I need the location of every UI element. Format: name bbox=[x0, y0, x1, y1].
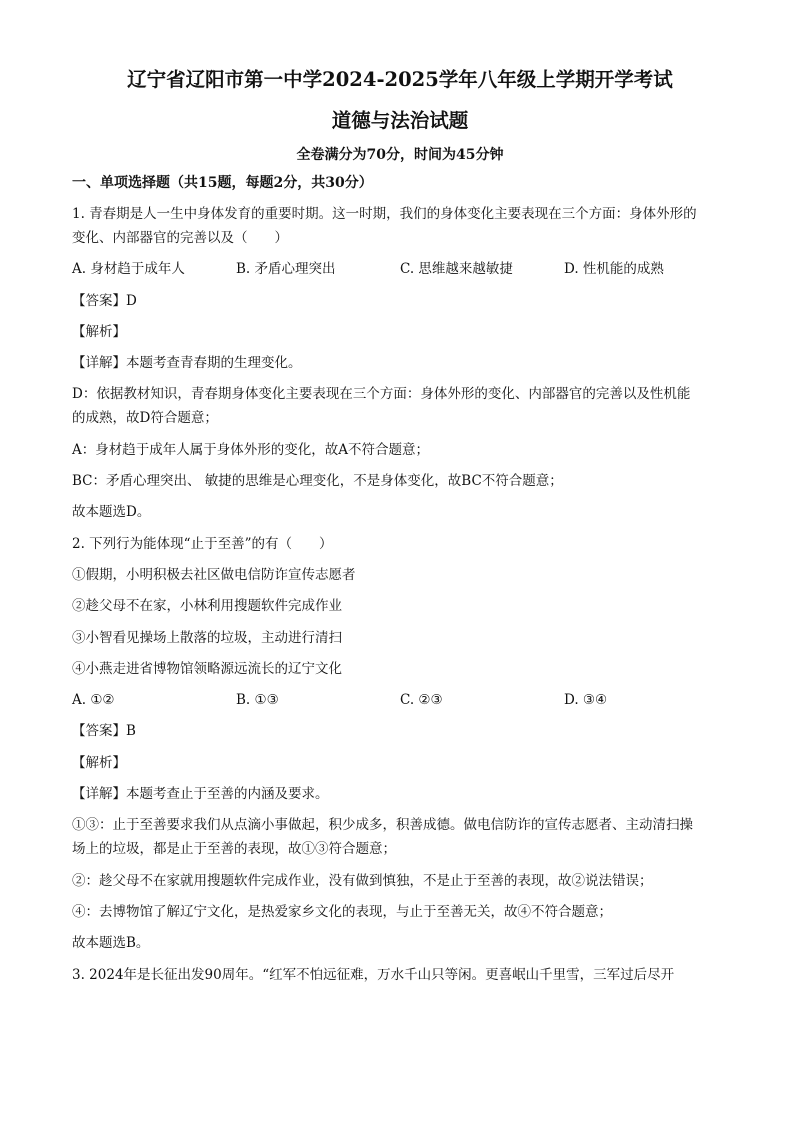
q3-stem-line1: 3. 2024年是长征出发90周年。“红军不怕远征难，万水千山只等闲。更喜岷山千里雪，三军过后尽开 bbox=[72, 966, 675, 983]
q2-stem: 2. 下列行为能体现“止于至善”的有（ ） bbox=[72, 535, 333, 552]
q1-option-c: C. 思维越来越敏捷 bbox=[400, 261, 513, 278]
q2-option-b: B. ①③ bbox=[236, 692, 279, 709]
q1-explanation-bc: BC：矛盾心理突出、 敏捷的思维是心理变化，不是身体变化，故BC不符合题意； bbox=[72, 473, 563, 490]
q2-item-3: ③小智看见操场上散落的垃圾，主动进行清扫 bbox=[72, 629, 342, 646]
q1-stem-line2: 变化、内部器官的完善以及（ ） bbox=[72, 230, 288, 246]
q1-explanation-d-line2: 的成熟，故D符合题意； bbox=[72, 410, 218, 427]
q2-answer: 【答案】B bbox=[72, 723, 136, 740]
q1-analysis-label: 【解析】 bbox=[72, 323, 126, 340]
q1-option-b: B. 矛盾心理突出 bbox=[236, 261, 336, 278]
exam-title: 辽宁省辽阳市第一中学2024-2025学年八年级上学期开学考试 bbox=[127, 68, 673, 91]
q1-answer: 【答案】D bbox=[72, 292, 137, 309]
q1-option-a: A. 身材趋于成年人 bbox=[72, 261, 185, 278]
q1-detail: 【详解】本题考查青春期的生理变化。 bbox=[72, 355, 302, 372]
q2-analysis-label: 【解析】 bbox=[72, 754, 126, 771]
q1-conclusion: 故本题选D。 bbox=[72, 504, 151, 521]
q2-detail: 【详解】本题考查止于至善的内涵及要求。 bbox=[72, 786, 329, 803]
q1-explanation-a: A：身材趋于成年人属于身体外形的变化，故A不符合题意； bbox=[72, 441, 429, 458]
subject-title: 道德与法治试题 bbox=[331, 109, 469, 132]
q2-explanation-2: ②：趁父母不在家就用搜题软件完成作业，没有做到慎独，不是止于至善的表现，故②说法错误； bbox=[72, 872, 653, 889]
q2-item-4: ④小燕走进省博物馆领略源远流长的辽宁文化 bbox=[72, 660, 342, 677]
section-heading: 一、单项选择题（共15题，每题2分，共30分） bbox=[72, 175, 373, 191]
q2-option-a: A. ①② bbox=[72, 692, 115, 709]
q2-explanation-13-line2: 场上的垃圾，都是止于至善的表现，故①③符合题意； bbox=[72, 841, 396, 858]
q1-options bbox=[72, 259, 728, 279]
q2-conclusion: 故本题选B。 bbox=[72, 935, 150, 952]
exam-page bbox=[72, 66, 728, 996]
q2-option-c: C. ②③ bbox=[400, 692, 443, 709]
exam-info: 全卷满分为70分，时间为45分钟 bbox=[296, 147, 504, 163]
q2-options bbox=[72, 690, 728, 710]
q2-item-1: ①假期，小明积极去社区做电信防诈宣传志愿者 bbox=[72, 566, 356, 583]
q1-option-d: D. 性机能的成熟 bbox=[564, 261, 664, 278]
q1-explanation-d-line1: D：依据教材知识，青春期身体变化主要表现在三个方面：身体外形的变化、内部器官的完善以及性机能 bbox=[72, 386, 691, 403]
q2-explanation-4: ④：去博物馆了解辽宁文化，是热爱家乡文化的表现，与止于至善无关，故④不符合题意； bbox=[72, 903, 612, 920]
q1-stem-line1: 1. 青春期是人一生中身体发育的重要时期。这一时期，我们的身体变化主要表现在三个方面：身体外形的 bbox=[72, 206, 697, 222]
q2-explanation-13-line1: ①③：止于至善要求我们从点滴小事做起，积少成多，积善成德。做电信防诈的宣传志愿者、主动清扫操 bbox=[72, 817, 693, 834]
q2-option-d: D. ③④ bbox=[564, 692, 608, 709]
q2-item-2: ②趁父母不在家，小林利用搜题软件完成作业 bbox=[72, 598, 342, 615]
